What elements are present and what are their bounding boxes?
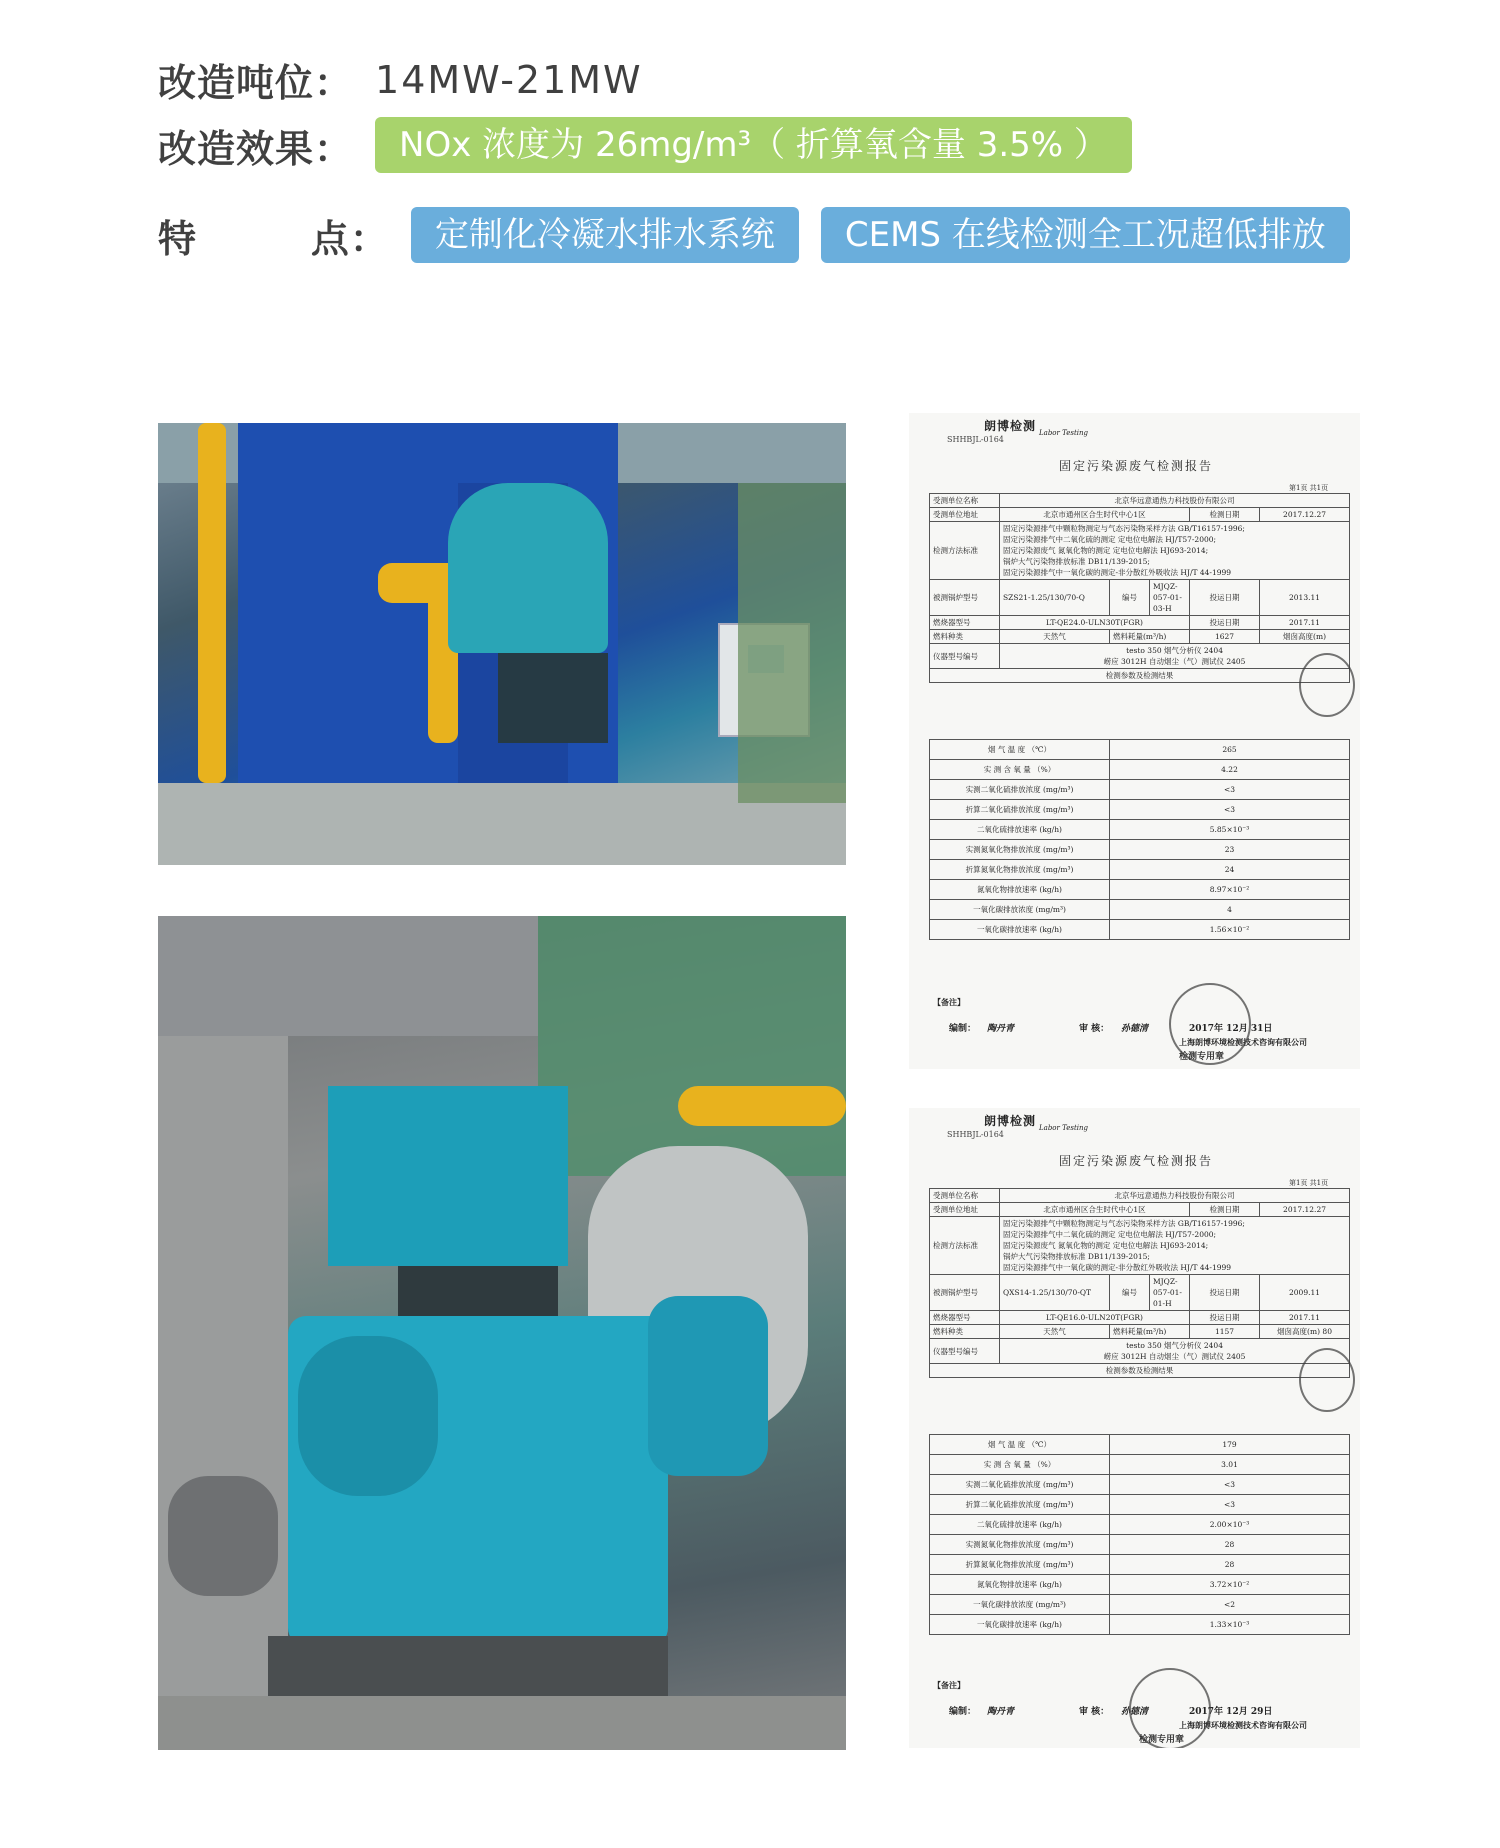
result-parameter: 折算二氧化硫排放浓度 (mg/m³) [930,800,1110,820]
report-logo-sub: Labor Testing [1039,429,1088,437]
result-value: 4.22 [1110,760,1350,780]
report-reviewer-signature: 孙德清 [1121,1707,1149,1717]
report-company: 上海朗博环境检测技术咨询有限公司 [1179,1037,1307,1047]
result-parameter: 烟 气 温 度 （℃） [930,740,1110,760]
effect-row [158,117,1132,173]
report-editor-signature: 陶丹青 [987,1707,1015,1717]
test-report-2 [909,1108,1360,1748]
result-parameter: 折算氮氧化物排放浓度 (mg/m³) [930,860,1110,880]
result-row [930,840,1350,860]
feature-tag-drainage: 定制化冷凝水排水系统 [411,207,799,263]
tonnage-row [158,52,643,107]
result-row [930,1455,1350,1475]
result-row [930,1595,1350,1615]
report-logo: 朗博检测 [984,419,1037,433]
result-value: <3 [1110,1475,1350,1495]
result-row [930,860,1350,880]
result-parameter: 二氧化硫排放速率 (kg/h) [930,1515,1110,1535]
result-row [930,1575,1350,1595]
report-1-results-table [929,739,1350,940]
result-row [930,1435,1350,1455]
result-value: 4 [1110,900,1350,920]
result-value: 1.33×10⁻³ [1110,1615,1350,1635]
result-row [930,740,1350,760]
result-row [930,780,1350,800]
report-page-number: 第1页 共1页 [1289,484,1329,492]
result-value: <2 [1110,1595,1350,1615]
result-parameter: 氮氧化物排放速率 (kg/h) [930,880,1110,900]
report-sign-date: 2017年 12月 31日 [1189,1024,1273,1034]
seal-text: 检测专用章 [1139,1735,1185,1745]
result-value: 5.85×10⁻³ [1110,820,1350,840]
result-row [930,880,1350,900]
report-doc-number: SHHBJL-0164 [947,1130,1004,1139]
side-seal [1299,653,1355,717]
result-row [930,1615,1350,1635]
result-value: 1.56×10⁻² [1110,920,1350,940]
fan-unit-photo [158,916,846,1750]
result-value: 265 [1110,740,1350,760]
result-value: 3.72×10⁻² [1110,1575,1350,1595]
result-row [930,1495,1350,1515]
result-parameter: 实测氮氧化物排放浓度 (mg/m³) [930,840,1110,860]
result-parameter: 折算二氧化硫排放浓度 (mg/m³) [930,1495,1110,1515]
result-row [930,900,1350,920]
result-parameter: 实测氮氧化物排放浓度 (mg/m³) [930,1535,1110,1555]
report-2-results-table [929,1434,1350,1635]
result-row [930,760,1350,780]
result-value: 8.97×10⁻² [1110,880,1350,900]
result-value: <3 [1110,780,1350,800]
result-parameter: 实测二氧化硫排放浓度 (mg/m³) [930,1475,1110,1495]
test-report-1 [909,413,1360,1069]
result-value: 23 [1110,840,1350,860]
result-parameter: 折算氮氧化物排放浓度 (mg/m³) [930,1555,1110,1575]
report-company: 上海朗博环境检测技术咨询有限公司 [1179,1720,1307,1730]
result-row [930,1515,1350,1535]
effect-tag: NOx 浓度为 26mg/m³（ 折算氧含量 3.5% ） [375,117,1132,173]
result-value: <3 [1110,1495,1350,1515]
result-row [930,820,1350,840]
report-editor-signature: 陶丹青 [987,1024,1015,1034]
report-logo: 朗博检测 [984,1114,1037,1128]
report-2-info-table: 受测单位名称 北京华远意通热力科技股份有限公司 受测单位地址 北京市通州区合生时代中心1区 检测日期 2017.12.27 检测方法标准 固定污染源排气中颗粒物测定与气态污染物采样方法 GB/T16157-1996; 固定污染源排气中二氧化硫的测定 定电位电解法 HJ/T57-2000; 固定污染源废气 氮氧化物的测定 定电位电解法 HJ693-2014; 锅炉大气污染物排放标准 DB11/139-2015; 固定污染源排气中一氧化碳的测定-非分散红外吸收法 HJ/T 44-1999 被测锅炉型号 QXS14-1.25/130/70-QT 编号 MJQZ-057-01-01-H 投运日期 2009.11 燃烧器型号 LT-QE16.0-ULN20T(FGR) 投运日期 2017.11 燃料种类 天然气 燃料耗量(m³/h) 1157 烟囱高度(m) 80 仪器型号编号 testo 350 烟气分析仪 2404 崂应 3012H 自动烟尘（气）测试仪 2405 检测参数及检测结果 [929,1188,1350,1378]
result-value: <3 [1110,800,1350,820]
report-title: 固定污染源废气检测报告 [1059,459,1214,473]
result-row [930,1475,1350,1495]
effect-label: 改造效果： [158,126,354,171]
report-reviewer-signature: 孙德清 [1121,1024,1149,1034]
result-parameter: 烟 气 温 度 （℃） [930,1435,1110,1455]
result-parameter: 实测二氧化硫排放浓度 (mg/m³) [930,780,1110,800]
feature-tag-cems: CEMS 在线检测全工况超低排放 [821,207,1350,263]
report-remarks: 【备注】 [933,1680,965,1690]
report-logo-sub: Labor Testing [1039,1124,1088,1132]
result-parameter: 一氧化碳排放浓度 (mg/m³) [930,1595,1110,1615]
result-parameter: 一氧化碳排放速率 (kg/h) [930,1615,1110,1635]
result-value: 24 [1110,860,1350,880]
report-1-info-table: 受测单位名称 北京华远意通热力科技股份有限公司 受测单位地址 北京市通州区合生时代中心1区 检测日期 2017.12.27 检测方法标准 固定污染源排气中颗粒物测定与气态污染物采样方法 GB/T16157-1996; 固定污染源排气中二氧化硫的测定 定电位电解法 HJ/T57-2000; 固定污染源废气 氮氧化物的测定 定电位电解法 HJ693-2014; 锅炉大气污染物排放标准 DB11/139-2015; 固定污染源排气中一氧化碳的测定-非分散红外吸收法 HJ/T 44-1999 被测锅炉型号 SZS21-1.25/130/70-Q 编号 MJQZ-057-01-03-H 投运日期 2013.11 燃烧器型号 LT-QE24.0-ULN30T(FGR) 投运日期 2017.11 燃料种类 天然气 燃料耗量(m³/h) 1627 烟囱高度(m) 仪器型号编号 testo 350 烟气分析仪 2404 崂应 3012H 自动烟尘（气）测试仪 2405 检测参数及检测结果 [929,493,1350,683]
features-row [158,207,1350,263]
result-row [930,800,1350,820]
result-parameter: 实 测 含 氧 量 （%） [930,760,1110,780]
report-remarks: 【备注】 [933,997,965,1007]
result-row [930,1535,1350,1555]
result-row [930,1555,1350,1575]
report-doc-number: SHHBJL-0164 [947,435,1004,444]
result-value: 2.00×10⁻³ [1110,1515,1350,1535]
burner-photo [158,423,846,865]
result-parameter: 实 测 含 氧 量 （%） [930,1455,1110,1475]
result-parameter: 二氧化硫排放速率 (kg/h) [930,820,1110,840]
report-sign-date: 2017年 12月 29日 [1189,1707,1273,1717]
result-value: 28 [1110,1555,1350,1575]
result-value: 28 [1110,1535,1350,1555]
report-page-number: 第1页 共1页 [1289,1179,1329,1187]
report-reviewer-label: 审 核： [1079,1707,1110,1717]
result-parameter: 一氧化碳排放浓度 (mg/m³) [930,900,1110,920]
tonnage-label: 改造吨位： [158,61,354,105]
report-reviewer-label: 审 核： [1079,1024,1110,1034]
result-row [930,920,1350,940]
report-editor-label: 编制： [949,1707,977,1717]
report-editor-label: 编制： [949,1024,977,1034]
result-parameter: 一氧化碳排放速率 (kg/h) [930,920,1110,940]
tonnage-value: 14MW-21MW [375,57,643,102]
side-seal [1299,1348,1355,1412]
result-parameter: 氮氧化物排放速率 (kg/h) [930,1575,1110,1595]
report-title: 固定污染源废气检测报告 [1059,1154,1214,1168]
result-value: 3.01 [1110,1455,1350,1475]
result-value: 179 [1110,1435,1350,1455]
seal-text: 检测专用章 [1179,1052,1225,1062]
features-label: 特 点： [158,216,389,261]
